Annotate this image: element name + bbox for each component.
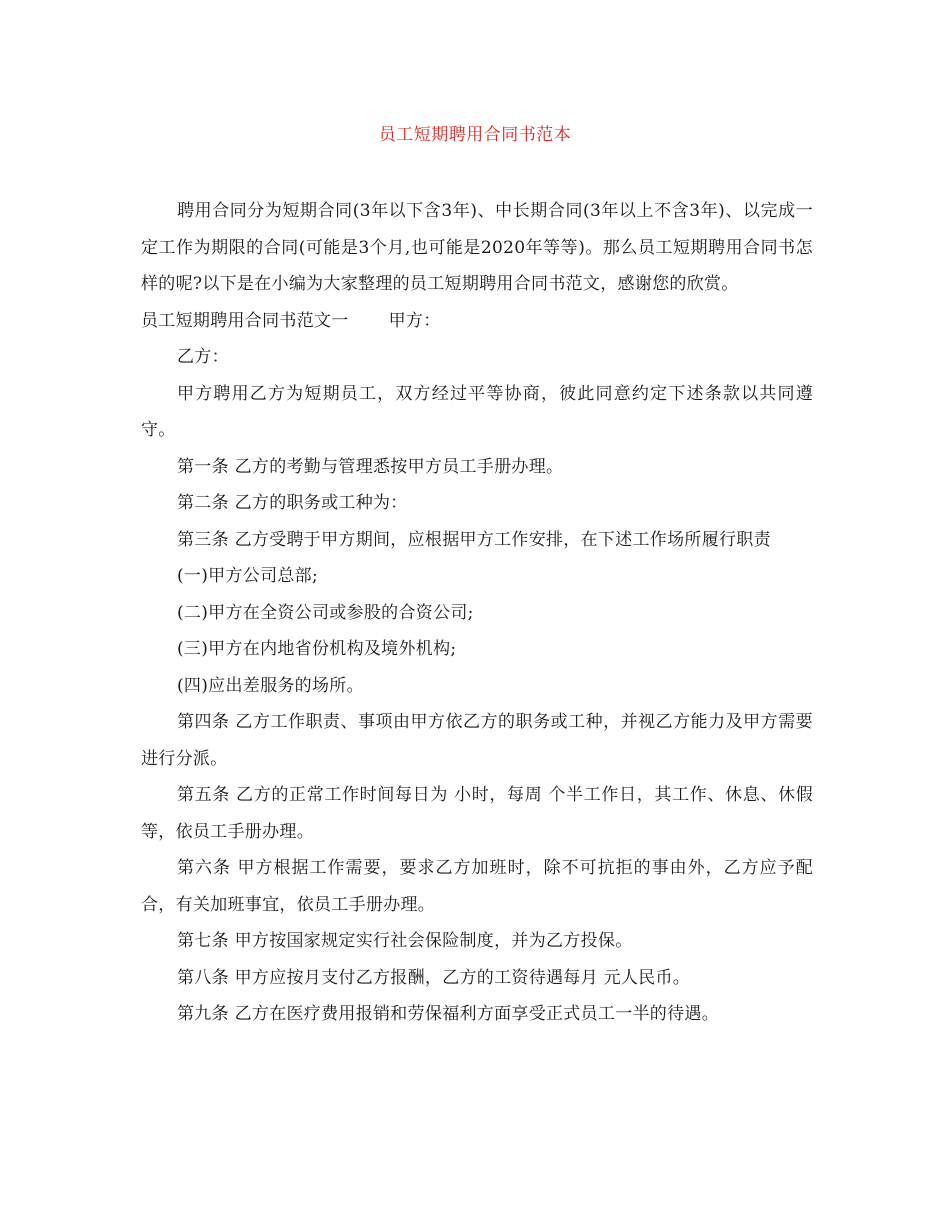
clause-8: 第八条 甲方应按月支付乙方报酬，乙方的工资待遇每月 元人民币。 [177,967,691,988]
party-b-label: 乙方： [177,347,229,367]
clause-3-item-3: (三)甲方在内地省份机构及境外机构; [177,639,457,659]
clause-3: 第三条 乙方受聘于甲方期间，应根据甲方工作安排，在下述工作场所履行职责 [177,529,771,550]
clause-7: 第七条 甲方按国家规定实行社会保险制度，并为乙方投保。 [177,931,633,951]
sample-heading-line [141,303,813,340]
clause-3-item-2: (二)甲方在全资公司或参股的合资公司; [177,602,474,623]
sample-heading: 员工短期聘用合同书范文一 [141,310,349,331]
clause-3-item-4: (四)应出差服务的场所。 [177,675,364,696]
intro-paragraph: 聘用合同分为短期合同(3年以下含3年)、中长期合同(3年以上不含3年)、以完成一定工作为期限的合同(可能是3个月,也可能是2020年等等)。那么员工短期聘用合同书怎样的呢?以下是在小编为大家整理的员工短期聘用合同书范文，感谢您的欣赏。 [141,201,813,294]
clause-6: 第六条 甲方根据工作需要，要求乙方加班时，除不可抗拒的事由外，乙方应予配合，有关加班事宜，依员工手册办理。 [141,858,813,915]
clause-1: 第一条 乙方的考勤与管理悉按甲方员工手册办理。 [177,456,564,477]
document-title: 员工短期聘用合同书范本 [378,125,572,145]
document-body [141,193,813,1033]
party-a-label: 甲方： [388,310,441,331]
clause-4: 第四条 乙方工作职责、事项由甲方依乙方的职务或工种，并视乙方能力及甲方需要进行分派。 [141,712,813,769]
clause-3-item-1: (一)甲方公司总部; [177,566,318,586]
clause-9: 第九条 乙方在医疗费用报销和劳保福利方面享受正式员工一半的待遇。 [177,1004,720,1024]
clause-5: 第五条 乙方的正常工作时间每日为 小时，每周 个半工作日，其工作、休息、休假等，依员工手册办理。 [141,785,813,842]
clause-2: 第二条 乙方的职务或工种为： [177,493,408,513]
preamble-paragraph: 甲方聘用乙方为短期员工，双方经过平等协商，彼此同意约定下述条款以共同遵守。 [141,383,813,440]
